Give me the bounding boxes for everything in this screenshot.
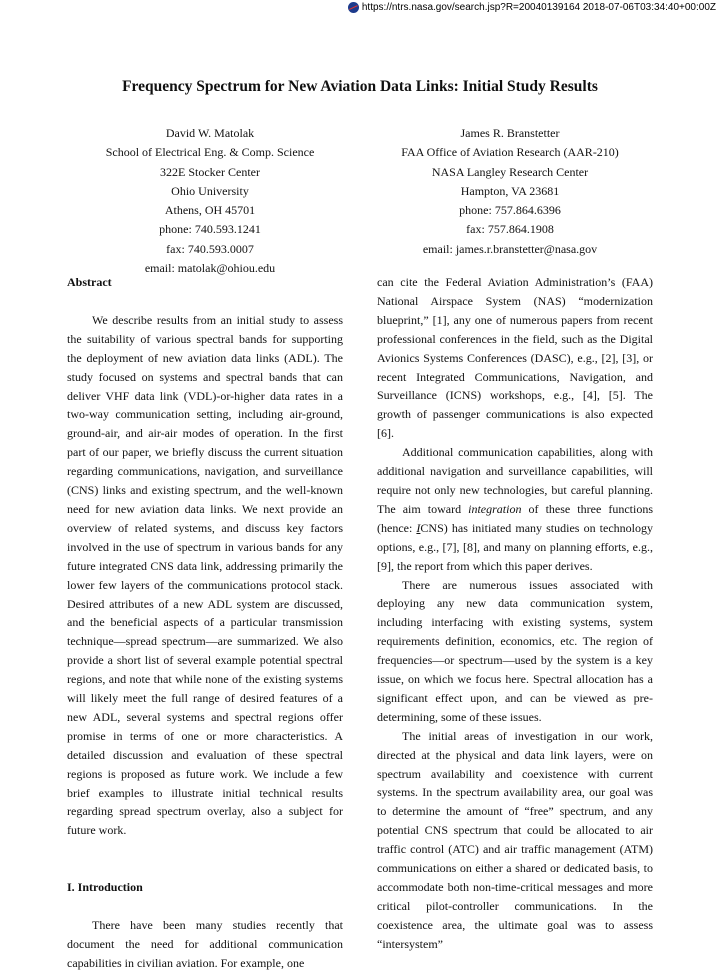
intro-paragraph-3: There are numerous issues associated with deploying any new data communication system, including interfacing with existing systems, system requirements definition, economics, etc. The region of frequencies—or spectrum—used by the system is a key issue, on which we focus here. Spectral allocation has a significant effect upon, and can be viewed as pre-determining, some of these issues.	[377, 577, 653, 724]
intro-paragraph-1: There have been many studies recently that document the need for additional communication capabilities in civilian aviation. For example, one	[67, 918, 343, 970]
author-1-affiliation: School of Electrical Eng. & Comp. Science	[105, 145, 315, 160]
author-2-city: Hampton, VA 23681	[460, 183, 560, 198]
author-1-institution: Ohio University	[171, 183, 249, 198]
author-2-name: James R. Branstetter	[460, 126, 560, 140]
intro-paragraph-2: Additional communication capabilities, along with additional navigation and surveillance capabilities, will require not only new technologies, but careful planning. The aim toward integration of these three functions (hence: ICNS) has initiated many studies on technology options, e.g., [7], [8], and many on planning efforts, e.g., [9], the report from which this paper derives.	[377, 445, 653, 573]
author-2-email: email: james.r.branstetter@nasa.gov	[422, 241, 598, 256]
author-1-city: Athens, OH 45701	[164, 203, 256, 218]
abstract-heading: Abstract	[67, 275, 112, 289]
author-block-1	[65, 124, 355, 278]
author-1-name: David W. Matolak	[165, 126, 255, 140]
author-2-phone: phone: 757.864.6396	[459, 203, 561, 218]
author-1-address-line: 322E Stocker Center	[160, 164, 260, 179]
integration-emphasis: integration	[468, 501, 522, 516]
abstract-body: We describe results from an initial study to assess the suitability of various spectral bands for supporting the deployment of new aviation data links (ADL). The study focused on systems and spectral bands that can deliver VHF data link (VDL)-or-higher data rates in a two-way communication setting, including air-ground, ground-air, and air-air modes of operation. In the first part of our paper, we briefly discuss the current situation regarding communications, navigation, and surveillance (CNS) links and existing spectrum, and the well-known need for new aviation data links. We next provide an overview of related systems, and discuss key factors involved in the use of spectrum in various bands for any future integrated CNS data link, addressing primarily the lower few layers of the communications protocol stack. Desired attributes of a new ADL system are discussed, and the beneficial aspects of a particular transmission technique—spread spectrum—are summarized. We also provide a short list of several example potential spectral regions, and note that while none of the existing systems will likely meet the full range of desired features of a new ADL, several systems and spectral regions offer promise in terms of one or more characteristics. A detailed discussion and evaluation of these spectral regions is proposed as future work. We include a few brief examples to illustrate initial technical results regarding spread spectrum overlay, also a subject for future work.	[67, 312, 343, 838]
nasa-logo-icon	[348, 2, 359, 13]
icns-i-emphasis: I	[416, 520, 421, 535]
introduction-heading: I. Introduction	[67, 880, 143, 895]
author-1-fax: fax: 740.593.0007	[166, 241, 254, 256]
paper-title: Frequency Spectrum for New Aviation Data Links: Initial Study Results	[122, 78, 598, 95]
author-2-affiliation: FAA Office of Aviation Research (AAR-210)	[401, 145, 619, 160]
left-column	[67, 273, 343, 973]
author-2-institution: NASA Langley Research Center	[431, 164, 589, 179]
author-2-fax: fax: 757.864.1908	[466, 222, 554, 237]
intro-paragraph-1-continued: can cite the Federal Aviation Administration’s (FAA) National Airspace System (NAS) “modernization blueprint,” [1], any one of numerous papers from recent professional conferences in the field, such as the Digital Avionics Systems Conferences (DASC), e.g., [2], [3], or recent Integrated Communications, Navigation, and Surveillance (ICNS) workshops, e.g., [4], [5]. The growth of passenger communications is also expected [6].	[377, 275, 653, 441]
right-column	[377, 273, 653, 954]
intro-paragraph-4: The initial areas of investigation in our work, directed at the physical and data link layers, were on spectrum availability and coexistence with current systems. In the spectrum availability area, our goal was to determine the amount of “free” spectrum, and any potential CNS spectrum that could be allocated to air traffic control (ATC) and air traffic management (ATM) communications on either a shared or dedicated basis, to accommodate both non-time-critical messages and more critical pilot-controller communications. In the coexistence area, the ultimate goal was to assess “intersystem”	[377, 728, 653, 951]
author-1-email: email: matolak@ohiou.edu	[144, 261, 276, 276]
url-bar	[344, 0, 720, 14]
author-1-phone: phone: 740.593.1241	[159, 222, 261, 237]
author-block-2	[365, 124, 655, 259]
url-text[interactable]: https://ntrs.nasa.gov/search.jsp?R=20040139164 2018-07-06T03:34:40+00:00Z	[361, 1, 716, 13]
